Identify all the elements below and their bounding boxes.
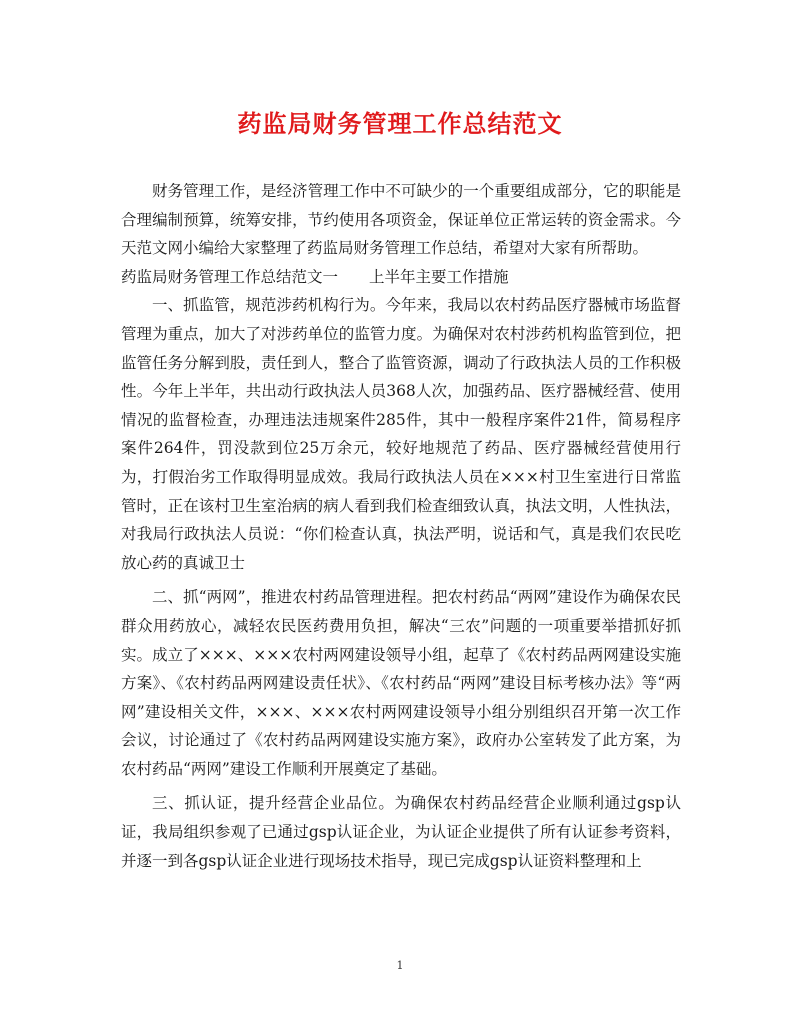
paragraph-two-networks: 二、抓“两网”，推进农村药品管理进程。把农村药品“两网”建设作为确保农民群众用药放心，减轻农民医药费用负担，解决“三农”问题的一项重要举措抓好抓实。成立了×××、×××农村两网建设领导小组，起草了《农村药品两网建设实施方案》、《农村药品两网建设责任状》、《农村药品“两网”建设目标考核办法》等“两网”建设相关文件，×××、×××农村两网建设领导小组分别组织召开第一次工作会议，讨论通过了《农村药品两网建设实施方案》，政府办公室转发了此方案，为农村药品“两网”建设工作顺利开展奠定了基础。 xyxy=(121,588,681,778)
paragraph-supervision: 一、抓监管，规范涉药机构行为。今年来，我局以农村药品医疗器械市场监督管理为重点，加大了对涉药单位的监管力度。为确保对农村涉药机构监管到位，把监管任务分解到股，责任到人，整合了监管资源，调动了行政执法人员的工作积极性。今年上半年，共出动行政执法人员368人次，加强药品、医疗器械经营、使用情况的监督检查，办理违法违规案件285件，其中一般程序案件21件，简易程序案件264件，罚没款到位25万余元，较好地规范了药品、医疗器械经营使用行为，打假治劣工作取得明显成效。我局行政执法人员在×××村卫生室进行日常监管时，正在该村卫生室治病的病人看到我们检查细致认真，执法文明，人性执法，对我局行政执法人员说：“你们检查认真，执法严明，说话和气，真是我们农民吃放心药的真诚卫士 xyxy=(121,296,681,572)
section-heading: 药监局财务管理工作总结范文一 上半年主要工作措施 xyxy=(121,267,509,286)
document-title: 药监局财务管理工作总结范文 xyxy=(237,109,563,138)
page-number: 1 xyxy=(396,959,404,972)
document-body xyxy=(121,177,681,875)
intro-paragraph: 财务管理工作，是经济管理工作中不可缺少的一个重要组成部分，它的职能是合理编制预算，统筹安排，节约使用各项资金，保证单位正常运转的资金需求。今天范文网小编给大家整理了药监局财务管理工作总结，希望对大家有所帮助。 xyxy=(121,182,681,258)
paragraph-certification: 三、抓认证，提升经营企业品位。为确保农村药品经营企业顺利通过gsp认证，我局组织参观了已通过gsp认证企业，为认证企业提供了所有认证参考资料，并逐一到各gsp认证企业进行现场技术指导，现已完成gsp认证资料整理和上 xyxy=(121,794,681,870)
